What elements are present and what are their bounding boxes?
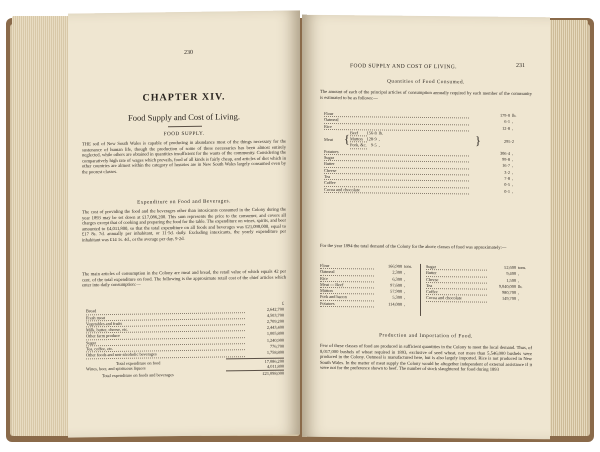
demand-right-row-value: 1,500: [506, 277, 516, 283]
per-head-row-value: 6·1: [504, 119, 510, 125]
demand-left-row-unit: ,: [404, 295, 406, 301]
meat-row-label: Beef: [350, 130, 367, 136]
demand-right-row-label: Sugar: [426, 264, 487, 270]
total-value: £21,098,000: [262, 370, 284, 377]
section-heading-food-supply: FOOD SUPPLY.: [163, 130, 205, 138]
meat-row-unit: lb.: [378, 130, 384, 136]
demand-left-row-value: 2,300: [392, 269, 402, 276]
expenditure-value: 1,240,900: [266, 337, 284, 343]
section-heading-expenditure: Expenditure on Food and Beverages.: [137, 198, 231, 206]
expenditure-value: 2,709,200: [266, 318, 284, 324]
meat-row-value: 128·9: [366, 136, 377, 142]
per-head-row-value: 179·0: [499, 113, 510, 119]
per-head-row-label: Rice: [324, 123, 469, 131]
left-page-number: 230: [184, 49, 193, 56]
demand-left-row-label: Mutton: [320, 288, 374, 295]
per-head-row: [324, 186, 524, 194]
quantities-heading: Quantities of Food Consumed.: [387, 78, 465, 86]
left-page-edges: [12, 16, 72, 436]
demand-right-row-value: 980,700: [502, 289, 516, 296]
right-page-edges: [546, 20, 588, 436]
per-head-row-value: 99·8: [502, 156, 510, 162]
per-head-row-label: Tea: [324, 173, 469, 181]
demand-left-row-value: 6,300: [392, 276, 402, 282]
per-head-row-unit: ,: [512, 182, 514, 188]
per-head-row-value: 0·5: [504, 182, 510, 188]
demand-right-row-unit: ,: [518, 277, 520, 283]
per-head-row-unit: ,: [512, 163, 514, 169]
demand-right-row-value: 9,040,000: [498, 283, 516, 289]
production-heading: Production and Importation of Food.: [379, 332, 473, 340]
wines-value: 4,011,800: [266, 363, 284, 369]
demand-left-row-unit: ,: [404, 282, 406, 288]
right-page: [302, 15, 550, 440]
meat-row-label: Mutton: [350, 136, 367, 142]
per-head-row-unit: ,: [512, 156, 514, 162]
demand-left-row-label: Pork and bacon: [320, 294, 374, 301]
per-head-row-value: 16·7: [502, 163, 510, 169]
per-head-row-label: Potatoes: [324, 149, 469, 156]
meat-row-label: Pork, &c.: [350, 142, 367, 148]
demand-left-row-value: 166,900: [388, 263, 402, 269]
per-head-row-unit: ,: [512, 169, 514, 175]
demand-right-row-unit: ,: [518, 296, 520, 302]
per-head-row-unit: ,: [512, 119, 514, 125]
meat-brace: {: [344, 132, 350, 147]
demand-left-row-value: 97,600: [390, 282, 402, 288]
meat-items: [350, 130, 391, 149]
per-head-row-value: 0·1: [504, 188, 510, 194]
demand-right-row-label: Butter: [426, 270, 487, 277]
per-head-row-unit: ,: [512, 175, 514, 181]
food-supply-paragraph: THE soil of New South Wales is capable of producing in abundance most of the things necessary for the sustenance of human life, though the production of some of these necessaries has been almost entirely neglected, while others are obtained in quantities insufficient for the wants of the community. Considering the comparatively high rate of wages which prevails, food of all kinds is fairly cheap, and articles of diet which in other countries are almost within the category of luxuries are in New South Wales largely consumed even by the poorest classes.: [82, 138, 286, 175]
demand-left-row-unit: ,: [404, 270, 406, 276]
per-head-row-label: Butter: [324, 161, 469, 169]
per-head-row-label: Cheese: [324, 167, 469, 175]
demand-left-row-value: 114,000: [388, 301, 402, 307]
demand-right-row-unit: ,: [518, 290, 520, 296]
expenditure-item: Other farm produce: [86, 331, 245, 340]
meat-row-value: 9·5: [370, 142, 377, 148]
expenditure-value: 2,642,700: [266, 306, 284, 312]
expenditure-item: Sugar: [86, 337, 245, 346]
right-page-number: 231: [516, 62, 525, 70]
per-head-table: [324, 111, 524, 195]
per-head-row-unit: ,: [512, 125, 514, 131]
meat-row: [350, 142, 391, 149]
chapter-title: Food Supply and Cost of Living.: [128, 111, 240, 123]
per-head-row-value: 12·8: [502, 125, 510, 131]
meat-subtable: [324, 130, 524, 151]
expenditure-item: Fresh meat: [86, 312, 245, 321]
demand-divider: [420, 264, 421, 316]
per-head-row-unit: ,: [512, 150, 514, 156]
running-head: FOOD SUPPLY AND COST OF LIVING.: [350, 63, 457, 71]
demand-right-row-label: Coffee: [426, 289, 487, 296]
demand-table-right: [426, 264, 530, 303]
demand-right-row: [426, 295, 530, 302]
expenditure-item: Other foods and non-alcoholic beverages: [86, 350, 245, 359]
demand-left-row-label: Meat — Beef: [320, 281, 374, 288]
expenditure-value: 1,758,800: [266, 349, 284, 356]
expenditure-item: Tea, coffee, etc.: [86, 344, 245, 353]
demand-left-row-unit: ,: [404, 288, 406, 294]
meat-total: 295·2: [503, 138, 514, 144]
meat-brace-close: }: [475, 133, 481, 148]
demand-left-row-label: Oatmeal: [320, 269, 374, 276]
per-head-row-label: Coffee: [324, 180, 469, 188]
subtotal-value: 17,086,200: [264, 358, 284, 364]
demand-left-row-label: Potatoes: [320, 300, 374, 307]
per-head-row-label: Flour: [324, 111, 469, 118]
expenditure-value: 776,700: [270, 343, 284, 349]
main-articles-paragraph: The main articles of consumption in the Colony are meat and bread, the retail value of which equals 42 per cent. of the total expenditure on food. The following is the approximate retail cost of the chief articles which enter into daily consumption:—: [82, 268, 286, 288]
demand-table-left: [320, 263, 416, 308]
demand-right-row-label: Tea: [426, 282, 487, 289]
demand-left-row-unit: ,: [404, 276, 406, 282]
per-head-row-value: 7·8: [504, 175, 510, 181]
meat-label: Meat: [324, 136, 333, 142]
wines-label: Wines, beer, and spirituous liquors: [86, 365, 146, 372]
open-book: [6, 10, 594, 442]
demand-right-row-unit: tons.: [518, 265, 527, 271]
chapter-number: CHAPTER XIV.: [142, 91, 226, 104]
meat-row-unit: ,: [378, 142, 380, 148]
demand-left-row-label: Rice: [320, 275, 374, 282]
quantities-intro: The amount of each of the principal articles of consumption annually required by each member of the community is estimated to be as follows:—: [320, 88, 532, 101]
demand-right-row-unit: ,: [518, 271, 520, 277]
left-page: [68, 10, 300, 437]
per-head-row-unit: ,: [512, 188, 514, 194]
per-head-row-unit: lb.: [512, 113, 517, 119]
per-head-row-label: Cocoa and chocolate: [324, 186, 469, 194]
expenditure-paragraph: The cost of providing the food and the beverages other than intoxicants consumed in the Colony during the year 1893 may be set down at £17,086,200. This sum represents the price to the consumer, and covers all charges except that of cooking and preparing the food for the table. The expenditure on wines, spirits, and beer amounted to £4,011,800, so that the total expenditure on all foods and beverages was £21,098,000, equal to £17 8s. 7d. annually per inhabitant, or 11·5d. daily. Excluding intoxicants, the yearly expenditure per inhabitant was £14 1s. 4d., or the average per day, 9·2d.: [82, 206, 286, 243]
demand-right-row-label: Cocoa and chocolate: [426, 295, 487, 302]
meat-row-unit: ,: [378, 136, 380, 142]
demand-right-row-value: 9,400: [506, 271, 516, 277]
per-head-row-label: Sugar: [324, 155, 469, 163]
meat-row-value: 156·8: [366, 130, 377, 136]
demand-left-row: [320, 300, 416, 307]
expenditure-value: 1,005,800: [266, 331, 284, 337]
demand-left-row-unit: tons.: [404, 264, 413, 270]
demand-right-row-value: 52,600: [504, 265, 516, 271]
demand-right-row-value: 149,700: [502, 296, 516, 302]
demand-right-row-label: Cheese: [426, 276, 487, 283]
per-head-row-label: Oatmeal: [324, 117, 469, 125]
demand-left-row-label: Flour: [320, 263, 374, 269]
demand-left-row-value: 5,300: [392, 295, 402, 301]
total-label: Total expenditure on foods and beverages: [102, 372, 174, 379]
demand-left-row-value: 57,900: [390, 288, 402, 294]
expenditure-currency-header: £: [281, 300, 284, 306]
expenditure-item: Milk, butter, cheese, etc.: [86, 325, 245, 334]
demand-right-row-unit: lb.: [518, 283, 523, 289]
per-head-row-value: 3·2: [504, 169, 510, 175]
demand-left-row-unit: ,: [404, 301, 406, 307]
expenditure-item: Vegetables and fruits: [86, 319, 245, 328]
per-head-row-value: 306·4: [499, 150, 510, 156]
expenditure-value: 2,443,400: [266, 324, 284, 331]
expenditure-item: Bread: [86, 306, 245, 314]
expenditure-value: 4,503,700: [266, 312, 284, 318]
production-paragraph: Few of these classes of food are produced in sufficient quantities in the Colony to meet the local demand. Thus, of 8,017,000 bushels of wheat required in 1893, exclusive of seed wheat, not more than 5,546,000 bushels were produced in the Colony. Oatmeal is manufactured here, but is also largely imported. Rice is not produced in New South Wales. In the matter of meat supply the Colony would be altogether independent of external assistance if it were not for the preference shown to beef. The number of stock slaughtered for food during 1893: [320, 342, 532, 373]
expenditure-table: [86, 301, 284, 379]
subtotal-label: Total expenditure on food: [116, 360, 161, 366]
title-rule: [168, 126, 202, 127]
demand-intro: For the year 1894 the total demand of the Colony for the above classes of food was approximately:—: [320, 242, 507, 250]
